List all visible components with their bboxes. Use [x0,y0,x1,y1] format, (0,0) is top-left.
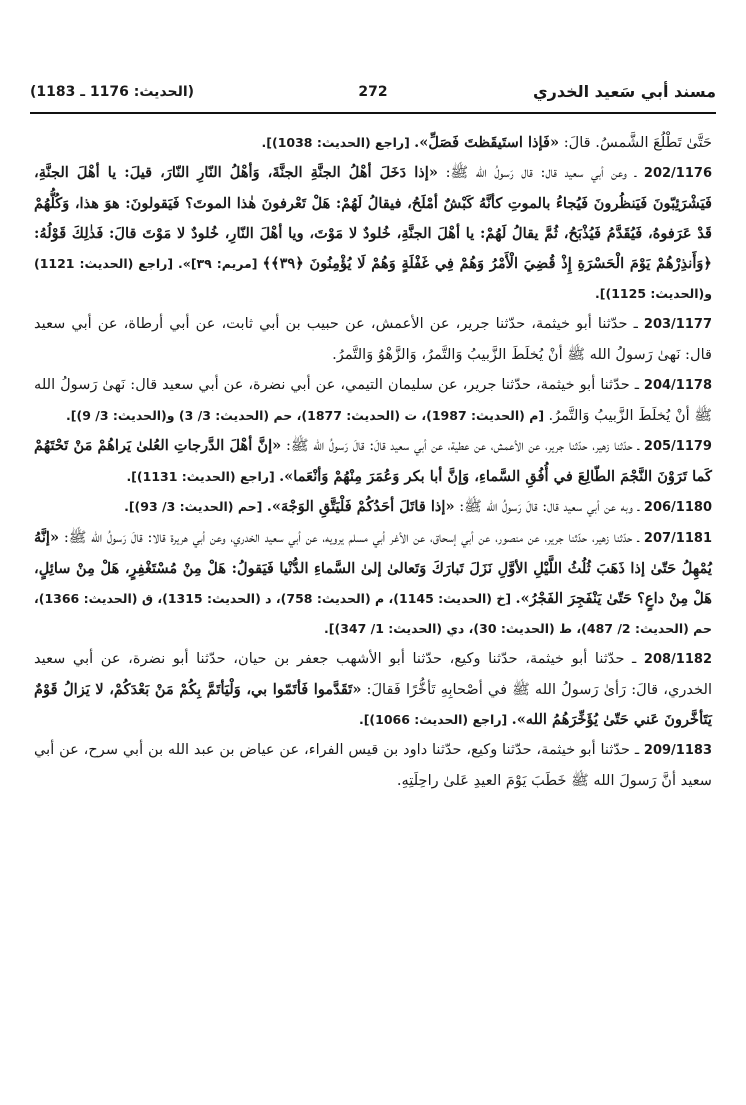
entry-text: ـ وبه عن أبي سعيد قال: قالَ رَسولُ الله ﷺ: [454,498,644,515]
entry-quote: «فَإذا استَيقَظتَ فَصَلِّ». [414,134,560,151]
entry-reference: [راجع (الحديث: 1038)]. [261,135,415,150]
header-rule [30,112,716,114]
hadith-entry [34,431,712,492]
running-header [30,78,716,112]
entry-text: ـ حدّثنا أبو خيثمة، حدّثنا وكيع، حدّثنا أبو الأشهب جعفر بن حيان، حدّثنا أبو نضرة، عن أبي سعيد الخدري، قالَ: رَأىٰ رَسولُ الله ﷺ في أصْحابِهِ تَأخُّرًا فَقالَ: [34,650,712,698]
hadith-entry [34,370,712,431]
hadith-number: 208/1182 [643,652,712,667]
hadith-number: 209/1183 [643,743,712,758]
hadith-entry [34,644,712,735]
book-title: مسند أبي سَعيد الخدري [532,82,716,101]
entry-reference: [خ (الحديث: 1145)، م (الحديث: 758)، د (الحديث: 1315)، ق (الحديث: 1366)، حم (الحديث: 2/ 487)، ط (الحديث: 30)، دي (الحديث: 1/ 347)]. [34,591,712,636]
hadith-entry [34,523,712,644]
entry-quote: «إنَّ أهْلَ الدَّرجاتِ العُلىٰ يَراهُمْ مَنْ تَحْتَهُمْ كَما تَرَوْنَ النَّجْمَ الطّالِعَ في أُفُقِ السَّماءِ، وَإنَّ أبا بكر وَعُمَرَ مِنْهُمْ وَأنْعَما». [34,437,712,485]
entry-quote: «إذا دَخَلَ أهْلُ الجنَّةِ الجنَّةَ، وَأهْلُ النّارِ النّارَ، قيلَ: يا أهْلَ الجنَّةِ، فَيَشْرَئِبّونَ فَيَنظُرونَ فَيُجاءُ بالموتِ كأنَّهُ كَبْشٌ أمْلَحُ، فيقالُ لَهُمْ: هَلْ تَعْرفونَ هٰذا الموتَ؟ فَيَقولونَ: هوَ هذا، وَكُلُّهُمْ قَدْ عَرَفوهُ، فَيُقَدَّمُ فَيُذْبَحُ، ثُمَّ يقالُ لَهُمْ: يا أهْلَ الجنَّةِ، خُلودٌ لا مَوْتَ، ويا أهْلَ النّارِ، خُلودٌ لا مَوْتَ قالَ: فَذٰلِكَ قَوْلُهُ: ﴿وَأَنذِرْهُمْ يَوْمَ الْحَسْرَةِ إِذْ قُضِيَ الْأَمْرُ وَهُمْ فِي غَفْلَةٍ وَهُمْ لَا يُؤْمِنُونَ ﴿٣٩﴾﴾ [34,164,712,272]
entry-quote: «إذا قاتَلَ أحَدُكُمْ فَلْيَتَّقِ الوَجْهَ». [266,498,455,515]
entry-continuation [34,128,712,158]
hadith-number: 207/1181 [643,531,712,546]
entry-text: ـ حدّثنا أبو خيثمة، حدّثنا جرير، عن الأعمش، عن حبيب بن أبي ثابت، عن أبي أرطاة، عن أبي سعيد قال: نَهىٰ رَسولُ الله ﷺ أنْ يُخلَطَ الزَّبيبُ وَالتَّمرُ، وَالزَّهْوُ وَالتَّمرُ. [34,315,712,363]
entry-text: ـ وعن أبي سعيد قال: قال رَسولُ الله ﷺ: [437,164,644,181]
hadith-number: 204/1178 [643,378,712,393]
hadith-number: 202/1176 [643,166,712,181]
entry-reference: [م (الحديث: 1987)، ت (الحديث: 1877)، حم (الحديث: 3/ 3) و(الحديث: 3/ 9)]. [66,408,549,423]
hadith-number: 205/1179 [643,439,712,454]
hadith-range: (الحديث: 1176 ـ 1183) [30,84,195,100]
page-body [34,128,712,1085]
entry-text: ـ حدّثنا زهير، حدّثنا جرير، عن الأعمش، عن عطية، عن أبي سعيد قالَ: قالَ رَسولُ الله ﷺ: [281,437,644,454]
entry-reference: [مريم: ٣٩]». [راجع (الحديث: 1121) و(الحديث: 1125)]. [34,256,712,301]
entry-quote: «إنَّهُ يُمْهِلُ حَتّىٰ إذا ذَهَبَ ثُلُثُ اللَّيْلِ الأوَّلِ نَزَلَ تَبارَكَ وَتَعالىٰ إلىٰ السَّماءِ الدُّنْيا فَيَقولُ: هَلْ مِنْ مُسْتَغْفِرٍ، هَلْ مِنْ سائِلٍ، هَلْ مِنْ داعٍ؟ حَتّىٰ يَنْفَجِرَ الفَجْرُ». [34,529,712,607]
hadith-entry [34,309,712,370]
entry-reference: [راجع (الحديث: 1131)]. [126,469,280,484]
entry-text: حَتَّىٰ تَطْلُعَ الشَّمسُ. قالَ: [559,134,712,151]
entry-reference: [راجع (الحديث: 1066)]. [358,712,512,727]
hadith-number: 206/1180 [643,500,712,515]
hadith-entry [34,735,712,796]
entry-text: ـ حدّثنا أبو خيثمة، حدّثنا جرير، عن سليمان التيمي، عن أبي نضرة، عن أبي سعيد قال: نَهىٰ رَسولُ الله ﷺ أنْ يُخلَطَ الزَّبيبُ وَالتَّمرُ. [34,376,712,424]
hadith-entry [34,492,712,523]
entry-quote: «تَقَدَّموا فَأتَمّوا بي، وَلْيَأتَمَّ بِكُمْ مَنْ بَعْدَكُمْ، لا يَزالُ قَوْمٌ يَتَأخَّرونَ عَني حَتّىٰ يُؤَخِّرَهُمُ الله». [34,681,712,728]
hadith-number: 203/1177 [643,317,712,332]
entry-text: ـ حدّثنا زهير، حدّثنا جرير، عن منصور، عن أبي إسحاق، عن الأغر أبي مسلم يرويه، عن أبي سعيد الخدري، وعن أبي هريرة قالا: قالَ رَسولُ الله ﷺ: [59,529,644,546]
page-number: 272 [358,84,388,100]
hadith-entry [34,158,712,309]
entry-text: ـ حدّثنا أبو خيثمة، حدّثنا وكيع، حدّثنا داود بن قيس الفراء، عن عياض بن عبد الله بن أبي سرح، عن أبي سعيد أنَّ رَسولَ الله ﷺ خَطَبَ يَوْمَ العيدِ عَلىٰ راحِلَتِهِ. [34,741,712,789]
entry-reference: [حم (الحديث: 3/ 93)]. [124,499,267,514]
